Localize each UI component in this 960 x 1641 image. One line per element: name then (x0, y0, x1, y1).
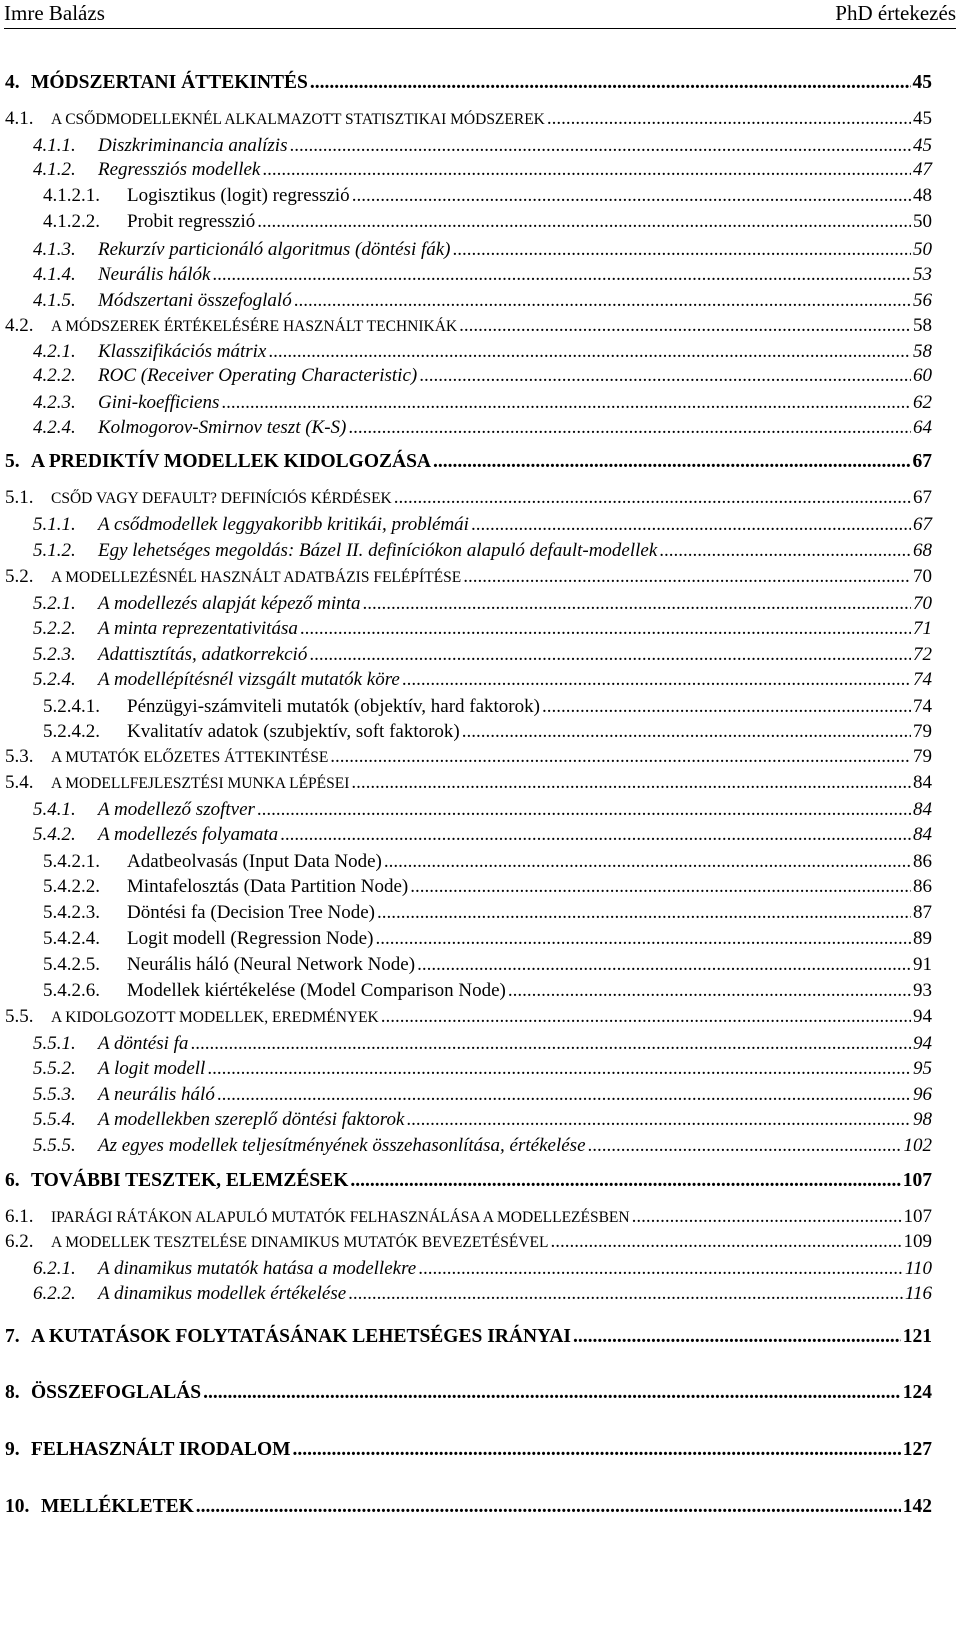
toc-entry-title: A dinamikus mutatók hatása a modellekre (98, 1258, 417, 1279)
toc-entry-title: A PREDIKTÍV MODELLEK KIDOLGOZÁSA (31, 451, 432, 472)
toc-entry-number: 10. (5, 1496, 30, 1517)
toc-dot-leader (550, 1229, 901, 1255)
toc-entry-page: 70 (913, 566, 932, 587)
toc-dot-leader (632, 1204, 902, 1230)
toc-entry-title: Módszertani összefoglaló (98, 290, 292, 311)
toc-entry-title: A MODELLEK TESZTELÉSE DINAMIKUS MUTATÓK BEVEZETÉSÉVEL (51, 1234, 549, 1251)
toc-entry-number: 4.2.4. (33, 417, 76, 438)
toc-entry-title: A csődmodellek leggyakoribb kritikái, problémái (98, 514, 469, 535)
toc-dot-leader (453, 237, 911, 263)
toc-entry-page: 95 (913, 1058, 932, 1079)
toc-entry-number: 5.2.4.1. (43, 696, 100, 717)
toc-dot-leader (350, 1168, 900, 1194)
toc-entry-number: 6.2. (5, 1231, 34, 1252)
toc-entry[interactable] (5, 564, 932, 591)
toc-entry[interactable] (5, 744, 932, 771)
toc-entry-number: 4.2.1. (33, 341, 76, 362)
toc-dot-leader (348, 415, 911, 441)
toc-entry-title: A modellezés alapját képező minta (98, 593, 361, 614)
toc-entry-page: 127 (902, 1439, 932, 1460)
toc-entry[interactable] (5, 313, 932, 340)
toc-entry[interactable] (43, 209, 932, 235)
toc-dot-leader (207, 1056, 911, 1082)
toc-dot-leader (402, 667, 911, 693)
toc-entry[interactable] (5, 1229, 932, 1256)
toc-dot-leader (471, 512, 911, 538)
toc-entry-number: 5.4.2.4. (43, 928, 100, 949)
toc-entry-number: 4.1. (5, 108, 34, 129)
toc-entry-page: 87 (913, 902, 932, 923)
toc-entry-title: A logit modell (98, 1058, 206, 1079)
toc-entry-page: 56 (913, 290, 932, 311)
toc-dot-leader (257, 209, 911, 235)
toc-dot-leader (418, 1256, 903, 1282)
toc-entry-title: Rekurzív particionáló algoritmus (döntési fák) (98, 239, 451, 260)
toc-entry[interactable] (33, 339, 932, 365)
toc-entry-number: 5.4.2. (33, 824, 76, 845)
toc-dot-leader (508, 978, 911, 1004)
toc-dot-leader (289, 133, 911, 159)
toc-dot-leader (384, 849, 911, 875)
toc-entry[interactable] (33, 667, 932, 693)
toc-dot-leader (459, 313, 911, 339)
toc-entry-page: 86 (913, 876, 932, 897)
toc-entry[interactable] (33, 390, 932, 416)
toc-entry[interactable] (33, 262, 932, 288)
toc-entry[interactable] (5, 1494, 932, 1520)
toc-entry-number: 4.2.2. (33, 365, 76, 386)
toc-entry-title: A MODELLFEJLESZTÉSI MUNKA LÉPÉSEI (51, 775, 350, 792)
toc-entry-page: 109 (903, 1231, 932, 1252)
toc-entry-number: 4.1.2.1. (43, 185, 100, 206)
toc-entry-page: 94 (913, 1033, 932, 1054)
toc-entry-title: Neurális hálók (98, 264, 211, 285)
toc-dot-leader (463, 564, 911, 590)
toc-entry-title: A dinamikus modellek értékelése (98, 1283, 347, 1304)
toc-entry-title: A minta reprezentativitása (98, 618, 298, 639)
toc-entry-page: 89 (913, 928, 932, 949)
toc-entry-title: A döntési fa (98, 1033, 189, 1054)
toc-entry-title: IPARÁGI RÁTÁKON ALAPULÓ MUTATÓK FELHASZNÁLÁSA A MODELLEZÉSBEN (51, 1209, 630, 1226)
toc-entry-page: 142 (902, 1496, 932, 1517)
toc-entry-page: 58 (913, 341, 932, 362)
toc-entry-number: 5.4.2.1. (43, 851, 100, 872)
toc-entry-page: 74 (913, 696, 932, 717)
toc-entry[interactable] (33, 822, 932, 848)
toc-entry-title: Kvalitatív adatok (szubjektív, soft faktorok) (127, 721, 460, 742)
toc-entry-number: 6.1. (5, 1206, 34, 1227)
toc-entry-number: 5.4.2.2. (43, 876, 100, 897)
toc-entry-number: 4.1.5. (33, 290, 76, 311)
toc-entry-page: 47 (913, 159, 932, 180)
toc-dot-leader (262, 157, 911, 183)
toc-entry[interactable] (33, 157, 932, 183)
toc-entry-title: MELLÉKLETEK (41, 1496, 194, 1517)
toc-entry-title: A modellező szoftver (98, 799, 255, 820)
toc-entry-number: 5.5.1. (33, 1033, 76, 1054)
toc-entry[interactable] (33, 1107, 932, 1133)
toc-entry-page: 45 (912, 72, 932, 93)
toc-entry-title: A MÓDSZEREK ÉRTÉKELÉSÉRE HASZNÁLT TECHNIKÁK (51, 318, 458, 335)
toc-entry-number: 5.5.2. (33, 1058, 76, 1079)
toc-entry-number: 6. (5, 1170, 20, 1191)
toc-dot-leader (406, 1107, 911, 1133)
toc-entry[interactable] (5, 1380, 932, 1406)
toc-entry[interactable] (43, 900, 932, 926)
toc-entry-page: 48 (913, 185, 932, 206)
toc-entry-number: 5. (5, 451, 20, 472)
toc-entry-page: 102 (903, 1135, 932, 1156)
toc-dot-leader (433, 449, 910, 475)
header-author: Imre Balázs (4, 1, 105, 25)
toc-entry[interactable] (33, 616, 932, 642)
toc-entry-title: A neurális háló (98, 1084, 215, 1105)
toc-entry-number: 6.2.1. (33, 1258, 76, 1279)
toc-entry-number: 4.2. (5, 315, 34, 336)
toc-dot-leader (588, 1133, 902, 1159)
toc-entry-page: 84 (913, 799, 932, 820)
toc-entry[interactable] (5, 1168, 932, 1194)
toc-dot-leader (300, 616, 911, 642)
toc-entry[interactable] (5, 1004, 932, 1031)
toc-entry[interactable] (5, 106, 932, 133)
toc-entry[interactable] (43, 183, 932, 209)
toc-entry-number: 4.1.2. (33, 159, 76, 180)
toc-entry-title: Az egyes modellek teljesítményének összehasonlítása, értékelése (98, 1135, 586, 1156)
toc-entry-title: Gini-koefficiens (98, 392, 220, 413)
toc-entry-page: 45 (913, 108, 932, 129)
toc-entry-page: 79 (913, 721, 932, 742)
toc-dot-leader (212, 262, 911, 288)
toc-entry-number: 4.2.3. (33, 392, 76, 413)
toc-entry-title: CSŐD VAGY DEFAULT? DEFINÍCIÓS KÉRDÉSEK (51, 490, 392, 507)
toc-dot-leader (257, 797, 911, 823)
toc-entry[interactable] (33, 538, 932, 564)
toc-entry[interactable] (33, 1082, 932, 1108)
toc-entry-title: Logit modell (Regression Node) (127, 928, 374, 949)
toc-entry-number: 9. (5, 1439, 20, 1460)
toc-entry-page: 110 (904, 1258, 932, 1279)
toc-dot-leader (280, 822, 911, 848)
toc-dot-leader (659, 538, 911, 564)
toc-entry-number: 5.4.2.5. (43, 954, 100, 975)
toc-dot-leader (417, 952, 911, 978)
toc-entry-page: 50 (913, 211, 932, 232)
toc-entry-title: Probit regresszió (127, 211, 256, 232)
toc-dot-leader (293, 1437, 901, 1463)
toc-entry-page: 62 (913, 392, 932, 413)
toc-entry-title: Logisztikus (logit) regresszió (127, 185, 350, 206)
toc-dot-leader (294, 288, 911, 314)
toc-entry-title: Neurális háló (Neural Network Node) (127, 954, 416, 975)
toc-entry[interactable] (33, 288, 932, 314)
toc-entry[interactable] (43, 952, 932, 978)
toc-entry-number: 6.2.2. (33, 1283, 76, 1304)
toc-entry-number: 5.1. (5, 487, 34, 508)
toc-entry-title: Modellek kiértékelése (Model Comparison Node) (127, 980, 506, 1001)
toc-entry[interactable] (33, 133, 932, 159)
toc-entry[interactable] (43, 719, 932, 745)
toc-entry-title: A MODELLEZÉSNÉL HASZNÁLT ADATBÁZIS FELÉPÍTÉSE (51, 569, 462, 586)
toc-entry-title: Egy lehetséges megoldás: Bázel II. definíciókon alapuló default-modellek (98, 540, 658, 561)
toc-entry-page: 67 (913, 514, 932, 535)
toc-entry-title: TOVÁBBI TESZTEK, ELEMZÉSEK (31, 1170, 349, 1191)
toc-dot-leader (310, 70, 911, 96)
toc-entry-title: Klasszifikációs mátrix (98, 341, 267, 362)
toc-entry[interactable] (33, 1256, 932, 1282)
toc-entry-number: 4. (5, 72, 20, 93)
toc-entry-title: Adattisztítás, adatkorrekció (98, 644, 308, 665)
toc-entry-page: 107 (903, 1206, 932, 1227)
toc-entry[interactable] (33, 1031, 932, 1057)
toc-entry-page: 96 (913, 1084, 932, 1105)
toc-entry-page: 79 (913, 746, 932, 767)
toc-entry-title: FELHASZNÁLT IRODALOM (31, 1439, 291, 1460)
toc-dot-leader (190, 1031, 911, 1057)
toc-entry-page: 58 (913, 315, 932, 336)
toc-entry-page: 70 (913, 593, 932, 614)
toc-entry[interactable] (33, 591, 932, 617)
toc-entry-page: 124 (902, 1382, 932, 1403)
toc-entry-title: Mintafelosztás (Data Partition Node) (127, 876, 409, 897)
toc-entry-number: 5.2.2. (33, 618, 76, 639)
toc-entry-title: ROC (Receiver Operating Characteristic) (98, 365, 418, 386)
toc-entry[interactable] (33, 1056, 932, 1082)
toc-entry[interactable] (5, 485, 932, 512)
toc-dot-leader (196, 1494, 901, 1520)
toc-entry-number: 7. (5, 1326, 20, 1347)
toc-entry[interactable] (33, 1281, 932, 1307)
toc-entry-number: 4.1.1. (33, 135, 76, 156)
toc-dot-leader (410, 874, 911, 900)
toc-entry[interactable] (33, 363, 932, 389)
toc-entry-title: Regressziós modellek (98, 159, 261, 180)
toc-dot-leader (419, 363, 911, 389)
toc-dot-leader (362, 591, 911, 617)
toc-entry[interactable] (5, 449, 932, 475)
toc-entry[interactable] (33, 512, 932, 538)
toc-entry-number: 5.4.2.6. (43, 980, 100, 1001)
toc-entry-page: 93 (913, 980, 932, 1001)
toc-entry-title: A MUTATÓK ELŐZETES ÁTTEKINTÉSE (51, 749, 329, 766)
toc-entry[interactable] (33, 1133, 932, 1159)
toc-entry[interactable] (43, 978, 932, 1004)
toc-entry-page: 67 (912, 451, 932, 472)
toc-dot-leader (309, 642, 911, 668)
toc-dot-leader (268, 339, 911, 365)
toc-entry-title: A KIDOLGOZOTT MODELLEK, EREDMÉNYEK (51, 1009, 379, 1026)
toc-entry-number: 5.1.2. (33, 540, 76, 561)
toc-entry[interactable] (5, 770, 932, 797)
toc-entry-number: 4.1.4. (33, 264, 76, 285)
toc-entry-number: 5.5. (5, 1006, 34, 1027)
toc-entry-page: 121 (902, 1326, 932, 1347)
toc-entry-page: 64 (913, 417, 932, 438)
toc-dot-leader (547, 106, 911, 132)
toc-entry-page: 71 (913, 618, 932, 639)
toc-dot-leader (394, 485, 911, 511)
toc-entry-page: 84 (913, 824, 932, 845)
toc-entry-number: 5.5.3. (33, 1084, 76, 1105)
toc-entry-page: 98 (913, 1109, 932, 1130)
toc-dot-leader (352, 183, 911, 209)
toc-entry-number: 5.2.3. (33, 644, 76, 665)
toc-entry-title: A CSŐDMODELLEKNÉL ALKALMAZOTT STATISZTIKAI MÓDSZEREK (51, 111, 545, 128)
toc-dot-leader (203, 1380, 901, 1406)
toc-entry-page: 53 (913, 264, 932, 285)
toc-dot-leader (217, 1082, 911, 1108)
toc-entry-title: A modellekben szereplő döntési faktorok (98, 1109, 405, 1130)
toc-entry[interactable] (33, 415, 932, 441)
toc-entry-title: MÓDSZERTANI ÁTTEKINTÉS (31, 72, 308, 93)
toc-entry-page: 116 (904, 1283, 932, 1304)
toc-entry-number: 5.2. (5, 566, 34, 587)
toc-dot-leader (377, 900, 911, 926)
toc-entry[interactable] (5, 1204, 932, 1231)
toc-entry-page: 94 (913, 1006, 932, 1027)
toc-dot-leader (542, 694, 911, 720)
toc-entry-page: 50 (913, 239, 932, 260)
toc-entry-number: 5.4. (5, 772, 34, 793)
toc-dot-leader (330, 744, 911, 770)
toc-entry-title: Kolmogorov-Smirnov teszt (K-S) (98, 417, 347, 438)
toc-entry-number: 5.4.1. (33, 799, 76, 820)
toc-entry-page: 72 (913, 644, 932, 665)
toc-entry-page: 60 (913, 365, 932, 386)
toc-entry-title: A modellépítésnél vizsgált mutatók köre (98, 669, 400, 690)
toc-entry-title: A modellezés folyamata (98, 824, 279, 845)
toc-dot-leader (375, 926, 911, 952)
toc-dot-leader (381, 1004, 911, 1030)
toc-entry-page: 91 (913, 954, 932, 975)
toc-entry-title: ÖSSZEFOGLALÁS (31, 1382, 202, 1403)
toc-entry-page: 84 (913, 772, 932, 793)
toc-entry-page: 74 (913, 669, 932, 690)
toc-entry-number: 5.2.4.2. (43, 721, 100, 742)
toc-entry-title: Pénzügyi-számviteli mutatók (objektív, hard faktorok) (127, 696, 540, 717)
toc-entry-number: 5.5.4. (33, 1109, 76, 1130)
toc-entry-number: 5.5.5. (33, 1135, 76, 1156)
toc-entry-number: 5.1.1. (33, 514, 76, 535)
toc-entry-number: 8. (5, 1382, 20, 1403)
toc-entry-page: 107 (902, 1170, 932, 1191)
toc-entry-page: 45 (913, 135, 932, 156)
toc-entry-number: 5.3. (5, 746, 34, 767)
toc-entry-number: 4.1.2.2. (43, 211, 100, 232)
toc-dot-leader (221, 390, 911, 416)
toc-entry[interactable] (5, 1324, 932, 1350)
toc-dot-leader (348, 1281, 903, 1307)
toc-entry-page: 67 (913, 487, 932, 508)
toc-entry-title: Döntési fa (Decision Tree Node) (127, 902, 376, 923)
header-title: PhD értekezés (835, 1, 956, 25)
toc-entry[interactable] (43, 874, 932, 900)
toc-entry[interactable] (5, 1437, 932, 1463)
toc-entry[interactable] (33, 642, 932, 668)
toc-entry[interactable] (43, 694, 932, 720)
toc-entry-number: 4.1.3. (33, 239, 76, 260)
toc-entry-page: 86 (913, 851, 932, 872)
toc-entry[interactable] (33, 237, 932, 263)
toc-entry[interactable] (5, 70, 932, 96)
toc-entry-title: A KUTATÁSOK FOLYTATÁSÁNAK LEHETSÉGES IRÁNYAI (31, 1326, 572, 1347)
toc-dot-leader (351, 770, 911, 796)
toc-dot-leader (462, 719, 911, 745)
toc-entry-title: Diszkriminancia analízis (98, 135, 288, 156)
toc-entry[interactable] (33, 797, 932, 823)
toc-entry-title: Adatbeolvasás (Input Data Node) (127, 851, 382, 872)
toc-entry-number: 5.2.1. (33, 593, 76, 614)
toc-entry-number: 5.2.4. (33, 669, 76, 690)
toc-entry[interactable] (43, 926, 932, 952)
toc-dot-leader (573, 1324, 901, 1350)
toc-entry[interactable] (43, 849, 932, 875)
toc-entry-number: 5.4.2.3. (43, 902, 100, 923)
toc-entry-page: 68 (913, 540, 932, 561)
